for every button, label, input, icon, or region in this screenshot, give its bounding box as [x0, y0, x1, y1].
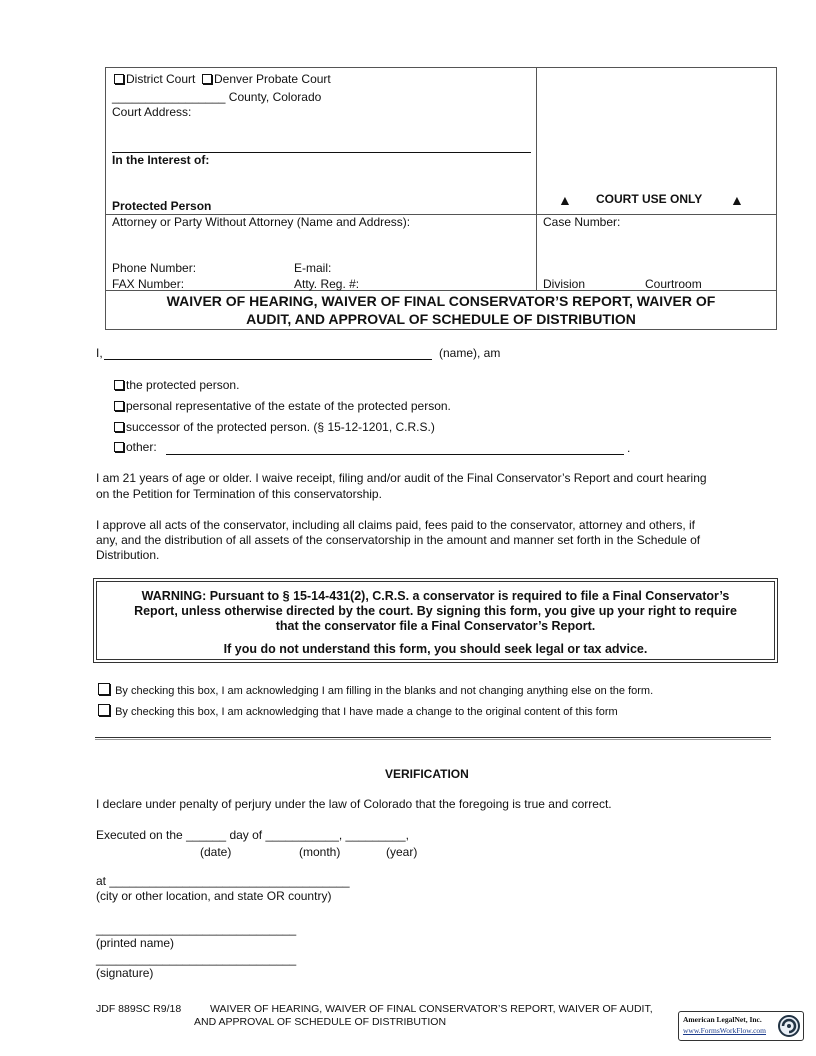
warning-line4: If you do not understand this form, you should seek legal or tax advice. — [223, 642, 648, 656]
location-line[interactable]: at ____________________________________ — [96, 874, 350, 888]
in-the-interest-of-label: In the Interest of: — [112, 153, 210, 167]
fax-number-label: FAX Number: — [112, 277, 185, 291]
option-personal-rep — [114, 399, 451, 413]
case-number-label: Case Number: — [543, 215, 621, 229]
warning-line1: WARNING: Pursuant to § 15-14-431(2), C.R.S. a conservator is required to file a Final Conservator’s — [141, 589, 730, 603]
option-successor — [114, 420, 435, 434]
printed-name-caption: (printed name) — [96, 936, 175, 950]
form-title-line1: WAIVER OF HEARING, WAIVER OF FINAL CONSERVATOR’S REPORT, WAIVER OF — [166, 293, 716, 309]
courtroom-label: Courtroom — [645, 277, 702, 291]
division-label: Division — [543, 277, 586, 291]
signature-caption: (signature) — [96, 966, 154, 980]
other-period: . — [627, 441, 631, 455]
warning-line2: Report, unless otherwise directed by the court. By signing this form, you give up your right to require — [134, 604, 737, 618]
district-court-label: District Court — [126, 72, 196, 86]
footer-title-line2: AND APPROVAL OF SCHEDULE OF DISTRIBUTION — [194, 1016, 447, 1028]
ack-changed — [98, 704, 618, 718]
option-other — [114, 440, 157, 454]
publisher-logo — [678, 1011, 804, 1041]
county-line[interactable]: _________________ County, Colorado — [112, 90, 322, 104]
denver-probate-court-checkbox[interactable] — [202, 74, 212, 84]
other-input-line[interactable] — [166, 454, 624, 455]
court-address-label: Court Address: — [112, 105, 192, 119]
paragraph2-line2: any, and the distribution of all assets of the conservatorship in the amount and manner set forth in the Schedule of — [96, 533, 701, 547]
arrow-up-icon: ▲ — [558, 192, 572, 208]
court-use-only-label: COURT USE ONLY — [596, 192, 703, 206]
signature-line[interactable]: ______________________________ — [96, 952, 297, 966]
month-caption: (month) — [299, 845, 341, 859]
ack-no-change — [98, 683, 653, 697]
ack-no-change-label: By checking this box, I am acknowledging I am filling in the blanks and not changing anything else on the form. — [115, 685, 654, 697]
other-checkbox[interactable] — [114, 442, 124, 452]
footer-form-id: JDF 889SC R9/18 — [96, 1003, 182, 1015]
caption-divider — [536, 68, 537, 290]
option-label: successor of the protected person. (§ 15-12-1201, C.R.S.) — [126, 420, 435, 434]
ack-changed-checkbox[interactable] — [98, 704, 110, 716]
atty-reg-label: Atty. Reg. #: — [294, 277, 360, 291]
footer-title-line1: WAIVER OF HEARING, WAIVER OF FINAL CONSERVATOR’S REPORT, WAIVER OF AUDIT, — [210, 1003, 653, 1015]
ack-no-change-checkbox[interactable] — [98, 683, 110, 695]
protected-person-label: Protected Person — [112, 199, 212, 213]
ack-changed-label: By checking this box, I am acknowledging that I have made a change to the original content of this form — [115, 706, 618, 718]
attorney-label: Attorney or Party Without Attorney (Name and Address): — [112, 215, 411, 229]
globe-icon — [777, 1014, 801, 1038]
section-divider — [95, 737, 771, 740]
date-caption: (date) — [200, 845, 232, 859]
warning-box — [93, 578, 778, 663]
denver-probate-court-label: Denver Probate Court — [214, 72, 331, 86]
email-label: E-mail: — [294, 261, 332, 275]
option-label: personal representative of the estate of the protected person. — [126, 399, 451, 413]
name-input-line[interactable] — [104, 359, 432, 360]
option-protected-person — [114, 378, 239, 392]
successor-checkbox[interactable] — [114, 422, 124, 432]
phone-number-label: Phone Number: — [112, 261, 197, 275]
paragraph1-line2: on the Petition for Termination of this conservatorship. — [96, 487, 382, 501]
paragraph1-line1: I am 21 years of age or older. I waive receipt, filing and/or audit of the Final Conservator’s Report and court hearing — [96, 471, 707, 485]
form-title-line2: AUDIT, AND APPROVAL OF SCHEDULE OF DISTRIBUTION — [246, 311, 636, 327]
option-label: other: — [126, 440, 157, 454]
protected-person-checkbox[interactable] — [114, 380, 124, 390]
executed-line[interactable]: Executed on the ______ day of ___________, _________, — [96, 828, 409, 842]
caption-box — [105, 67, 777, 330]
location-caption: (city or other location, and state OR country) — [96, 889, 332, 903]
name-am-label: (name), am — [439, 346, 501, 360]
declaration-text: I declare under penalty of perjury under the law of Colorado that the foregoing is true and correct. — [96, 797, 612, 811]
personal-rep-checkbox[interactable] — [114, 401, 124, 411]
court-type-row — [114, 72, 331, 86]
logo-company: American LegalNet, Inc. — [683, 1015, 762, 1024]
paragraph2-line1: I approve all acts of the conservator, including all claims paid, fees paid to the conservator, attorney and others, if — [96, 518, 696, 532]
paragraph2-line3: Distribution. — [96, 548, 160, 562]
district-court-checkbox[interactable] — [114, 74, 124, 84]
arrow-up-icon: ▲ — [730, 192, 744, 208]
warning-box-inner — [96, 581, 775, 660]
printed-name-line[interactable]: ______________________________ — [96, 922, 297, 936]
i-prefix: I, — [96, 346, 103, 360]
option-label: the protected person. — [126, 378, 240, 392]
warning-line3: that the conservator file a Final Conservator’s Report. — [275, 619, 596, 633]
year-caption: (year) — [386, 845, 418, 859]
logo-url[interactable]: www.FormsWorkFlow.com — [683, 1026, 767, 1035]
verification-heading: VERIFICATION — [385, 767, 469, 781]
